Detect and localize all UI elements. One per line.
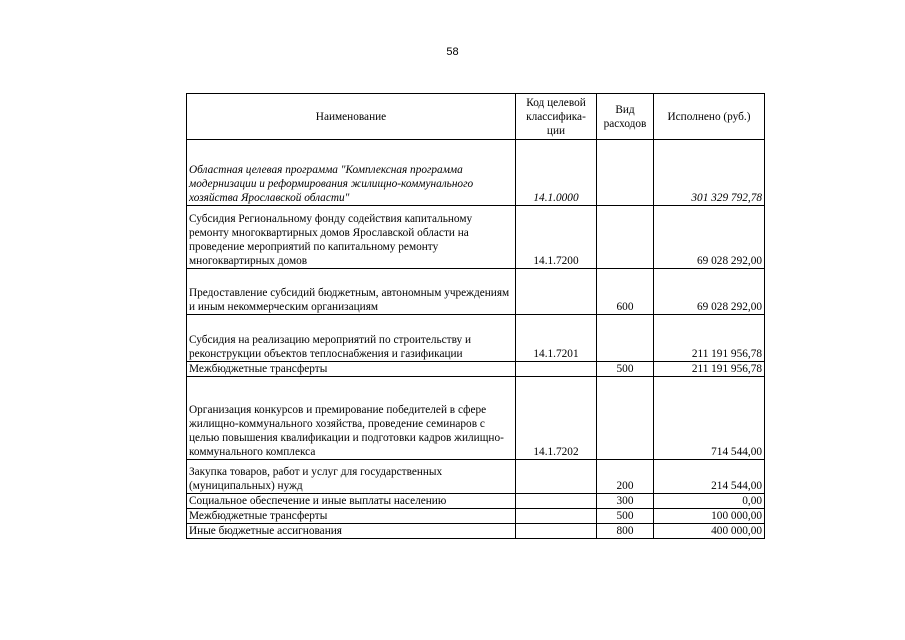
row-amount: 214 544,00 xyxy=(654,460,765,494)
row-amount: 211 191 956,78 xyxy=(654,362,765,377)
row-amount: 301 329 792,78 xyxy=(654,140,765,206)
table-row xyxy=(187,494,765,509)
row-name: Иные бюджетные ассигнования xyxy=(187,524,516,539)
row-code xyxy=(516,524,597,539)
row-code: 14.1.7202 xyxy=(516,377,597,460)
row-type: 300 xyxy=(597,494,654,509)
row-code xyxy=(516,362,597,377)
row-name: Организация конкурсов и премирование победителей в сфере жилищно-коммунального хозяйства, проведение семинаров с целью повышения квалификации и подготовки кадров жилищно-коммунального комплекса xyxy=(187,377,516,460)
table-row xyxy=(187,269,765,315)
page-number: 58 xyxy=(446,46,459,58)
row-amount: 211 191 956,78 xyxy=(654,315,765,362)
table-header-row xyxy=(187,94,765,140)
header-code: Код целевой классифика-ции xyxy=(516,94,597,140)
row-type: 600 xyxy=(597,269,654,315)
row-code xyxy=(516,509,597,524)
row-name: Закупка товаров, работ и услуг для государственных (муниципальных) нужд xyxy=(187,460,516,494)
row-code: 14.1.7201 xyxy=(516,315,597,362)
row-amount: 0,00 xyxy=(654,494,765,509)
header-type: Вид расходов xyxy=(597,94,654,140)
row-type: 200 xyxy=(597,460,654,494)
table-row xyxy=(187,377,765,460)
table-row xyxy=(187,315,765,362)
table-row xyxy=(187,460,765,494)
row-type: 500 xyxy=(597,362,654,377)
row-code: 14.1.0000 xyxy=(516,140,597,206)
budget-table xyxy=(186,93,765,539)
row-name: Субсидия Региональному фонду содействия капитальному ремонту многоквартирных домов Ярославской области на проведение мероприятий по капитальному ремонту многоквартирных домов xyxy=(187,206,516,269)
row-type xyxy=(597,206,654,269)
row-amount: 100 000,00 xyxy=(654,509,765,524)
row-amount: 69 028 292,00 xyxy=(654,206,765,269)
row-amount: 400 000,00 xyxy=(654,524,765,539)
row-name: Социальное обеспечение и иные выплаты населению xyxy=(187,494,516,509)
row-amount: 714 544,00 xyxy=(654,377,765,460)
row-type: 800 xyxy=(597,524,654,539)
row-name: Областная целевая программа "Комплексная программа модернизации и реформирования жилищно-коммунального хозяйства Ярославской области" xyxy=(187,140,516,206)
row-code xyxy=(516,460,597,494)
table-row xyxy=(187,140,765,206)
row-code: 14.1.7200 xyxy=(516,206,597,269)
row-code xyxy=(516,494,597,509)
row-name: Субсидия на реализацию мероприятий по строительству и реконструкции объектов теплоснабжения и газификации xyxy=(187,315,516,362)
row-type: 500 xyxy=(597,509,654,524)
header-amount: Исполнено (руб.) xyxy=(654,94,765,140)
row-code xyxy=(516,269,597,315)
table-row xyxy=(187,362,765,377)
row-type xyxy=(597,140,654,206)
table-row xyxy=(187,524,765,539)
header-name: Наименование xyxy=(187,94,516,140)
row-name: Межбюджетные трансферты xyxy=(187,509,516,524)
row-type xyxy=(597,377,654,460)
row-name: Межбюджетные трансферты xyxy=(187,362,516,377)
row-name: Предоставление субсидий бюджетным, автономным учреждениям и иным некоммерческим организациям xyxy=(187,269,516,315)
table-row xyxy=(187,509,765,524)
row-amount: 69 028 292,00 xyxy=(654,269,765,315)
table-row xyxy=(187,206,765,269)
row-type xyxy=(597,315,654,362)
